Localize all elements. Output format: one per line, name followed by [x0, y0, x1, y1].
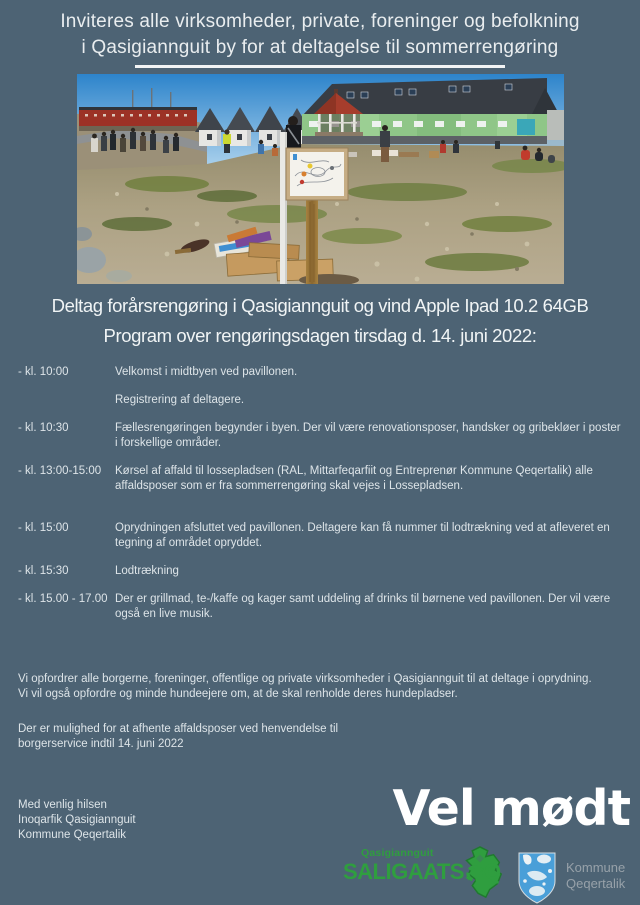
schedule-row — [18, 365, 624, 408]
schedule-row — [18, 521, 624, 551]
poster-title — [0, 291, 640, 351]
schedule-description-line: Oprydningen afsluttet ved pavillonen. Deltagere kan få nummer til lodtrækning ved at afleveret en tegning af området opryddet. — [115, 522, 610, 549]
closing-headline: Vel mødt — [392, 780, 630, 837]
bags-info-line-2: borgerservice indtil 14. juni 2022 — [18, 738, 184, 750]
event-photo — [77, 74, 564, 284]
schedule-time: - kl. 10:30 — [18, 422, 69, 434]
bags-info-line-1: Der er mulighed for at afhente affaldsposer ved henvendelse til — [18, 723, 339, 735]
schedule-description-line: Kørsel af affald til lossepladsen (RAL, Mittarfeqarfiit og Entreprenør Kommune Qeqertalik) alle affaldsposer som er fra sommerrengøring skal vejes i Lossepladsen. — [115, 465, 593, 492]
bags-info-paragraph — [18, 722, 624, 752]
schedule-row — [18, 592, 624, 622]
schedule-description — [115, 464, 624, 494]
program-schedule — [18, 365, 624, 622]
kommune-qeqertalik-crest-icon — [517, 851, 557, 905]
title-line-2: Program over rengøringsdagen tirsdag d. 14. juni 2022: — [103, 325, 537, 346]
schedule-description — [115, 421, 624, 451]
saligaatsoq-text-prefix: SALIGAATS — [343, 859, 464, 884]
schedule-time: - kl. 13:00-15:00 — [18, 465, 102, 477]
schedule-row — [18, 564, 624, 579]
signature-line-3: Kommune Qeqertalik — [18, 829, 127, 841]
event-photo-illustration — [77, 74, 564, 284]
schedule-time: - kl. 10:00 — [18, 366, 69, 378]
schedule-description — [115, 592, 624, 622]
kommune-label-line-2: Qeqertalik — [566, 876, 626, 891]
schedule-description-line: Der er grillmad, te-/kaffe og kager samt uddeling af drinks til børnene ved pavillonen. Der vil være også en live musik. — [115, 593, 611, 620]
schedule-description — [115, 365, 624, 408]
schedule-row — [18, 421, 624, 451]
schedule-row — [18, 464, 624, 494]
title-line-1: Deltag forårsrengøring i Qasigiannguit og vind Apple Ipad 10.2 64GB — [51, 295, 589, 316]
kommune-label-line-1: Kommune — [566, 860, 626, 875]
schedule-description-line: Velkomst i midtbyen ved pavillonen. — [115, 366, 298, 378]
poster-header — [0, 0, 640, 68]
signature-line-1: Med venlig hilsen — [18, 799, 107, 811]
header-line-2: i Qasigiannguit by for at deltagelse til sommerrengøring — [81, 37, 559, 58]
schedule-description — [115, 521, 624, 551]
schedule-time: - kl. 15:30 — [18, 565, 69, 577]
appeal-line-2: Vi vil også opfordre og minde hundeejere om, at de skal renholde deres hundepladser. — [18, 688, 458, 700]
signature-line-2: Inoqarfik Qasigiannguit — [18, 814, 136, 826]
schedule-description-line: Lodtrækning — [115, 565, 179, 577]
schedule-description — [115, 564, 624, 579]
saligaatsoq-wordmark — [343, 859, 501, 885]
schedule-description-line: Registrering af deltagere. — [115, 394, 245, 406]
appeal-paragraph — [18, 672, 624, 702]
kommune-qeqertalik-label — [566, 860, 625, 892]
schedule-time: - kl. 15:00 — [18, 522, 69, 534]
header-underline — [135, 65, 505, 68]
schedule-description-line: Fællesrengøringen begynder i byen. Der vil være renovationsposer, handsker og gribekløer i poster i forskellige områder. — [115, 422, 621, 449]
saligaatsoq-logo — [343, 845, 509, 905]
header-line-1: Inviteres alle virksomheder, private, foreninger og befolkning — [60, 11, 580, 32]
signature-block — [18, 798, 136, 843]
recycle-circle-icon — [465, 864, 484, 883]
saligaatsoq-town-label: Qasigiannguit — [361, 847, 434, 859]
appeal-line-1: Vi opfordrer alle borgerne, foreninger, offentlige og private virksomheder i Qasigiannguit til at deltage i oprydning. — [18, 673, 592, 685]
saligaatsoq-text-suffix: Q — [483, 859, 501, 884]
schedule-time: - kl. 15.00 - 17.00 — [18, 593, 108, 605]
